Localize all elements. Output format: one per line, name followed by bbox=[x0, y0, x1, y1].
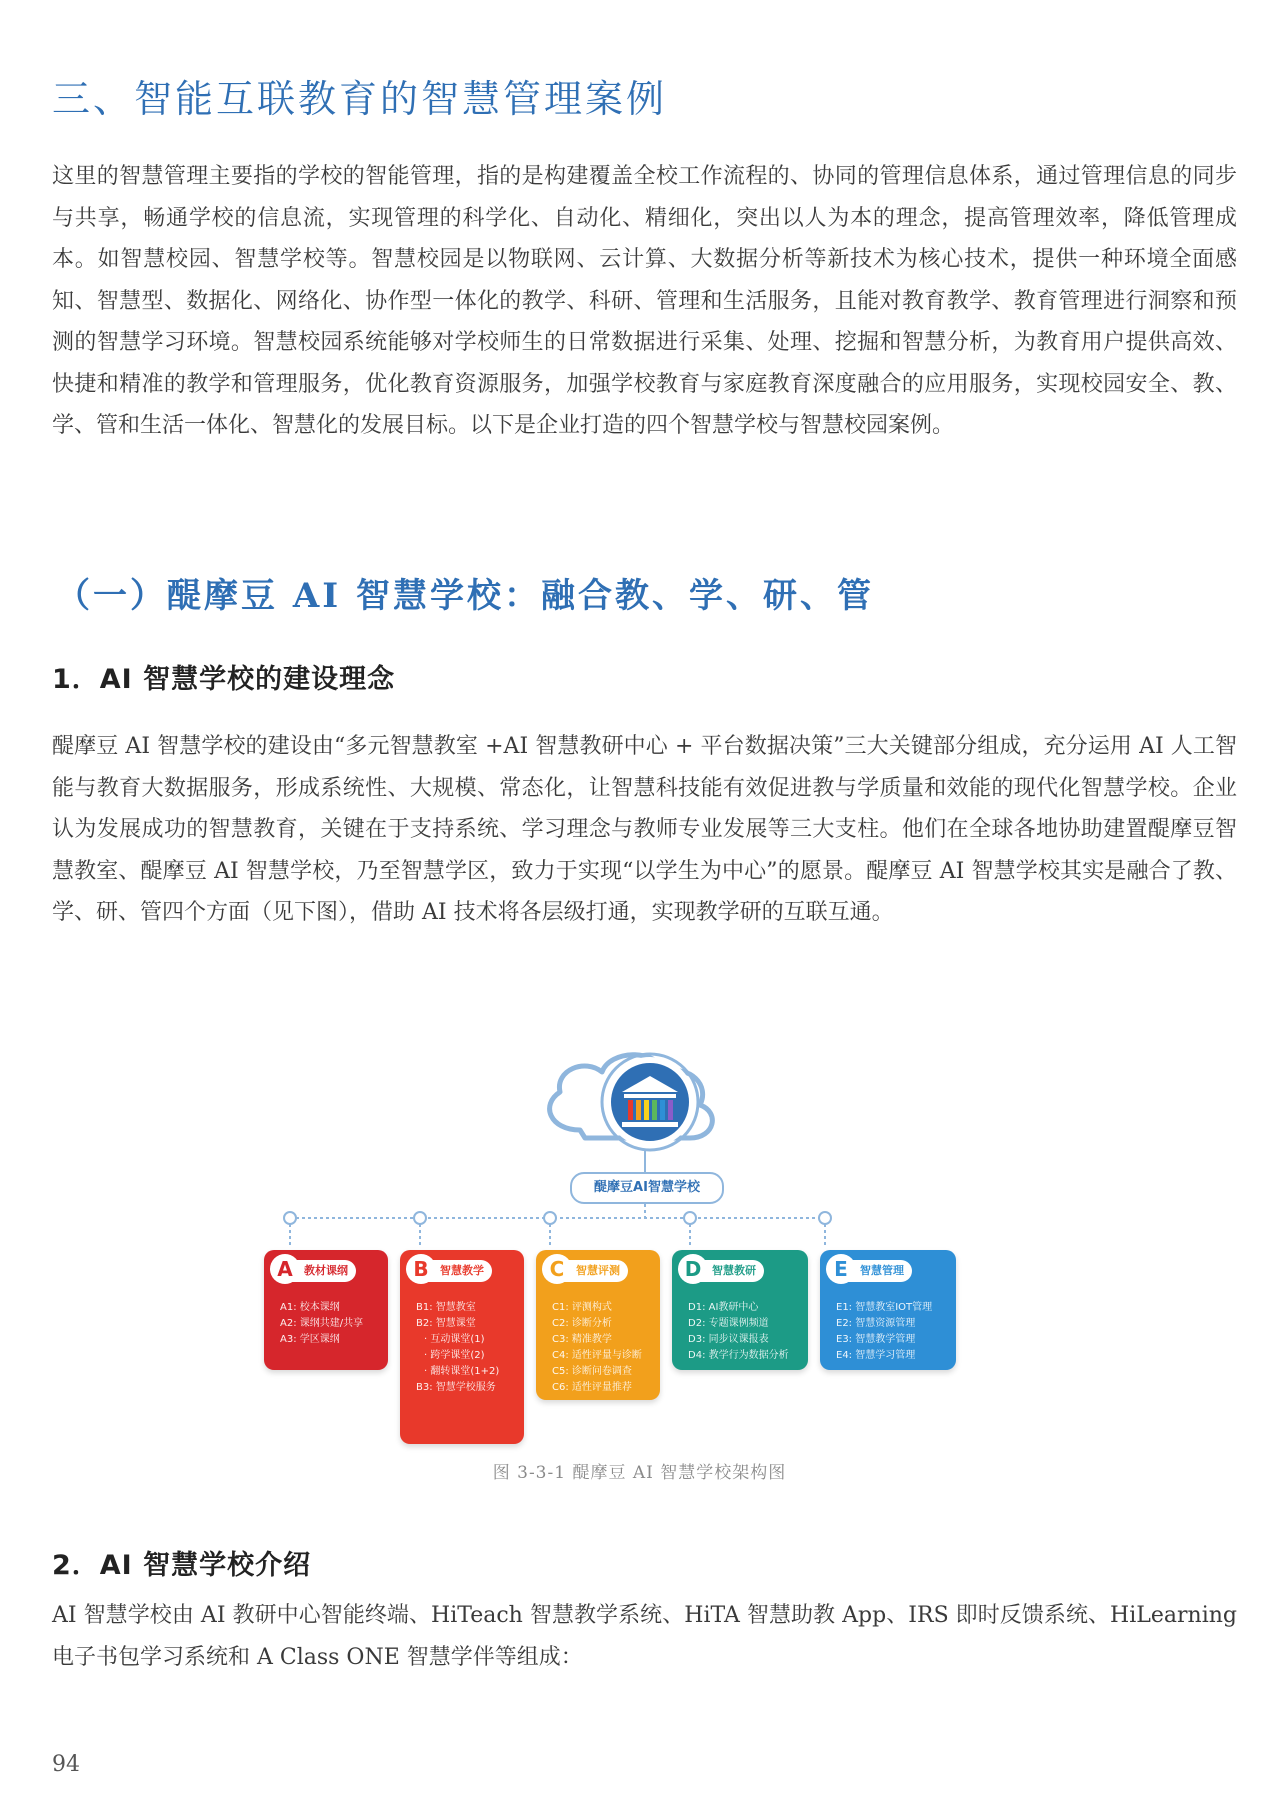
card-b-items bbox=[416, 1300, 516, 1396]
section-title: 三、智能互联教育的智慧管理案例 bbox=[52, 77, 668, 121]
card-d bbox=[672, 1250, 808, 1370]
heading-introduction: 2．AI 智慧学校介绍 bbox=[52, 1550, 312, 1581]
card-e bbox=[820, 1250, 956, 1370]
card-b-letter: B bbox=[406, 1254, 436, 1284]
list-item: D4: 教学行为数据分析 bbox=[688, 1350, 789, 1361]
list-item: B2: 智慧课堂 bbox=[416, 1318, 476, 1329]
list-item: B1: 智慧教室 bbox=[416, 1302, 476, 1313]
card-c-letter: C bbox=[542, 1254, 572, 1284]
list-item: A3: 学区课纲 bbox=[280, 1334, 340, 1345]
card-c-badge bbox=[546, 1257, 628, 1282]
card-e-letter: E bbox=[826, 1254, 856, 1284]
list-item: B3: 智慧学校服务 bbox=[416, 1382, 496, 1393]
card-e-badge bbox=[830, 1257, 912, 1282]
card-c-items bbox=[552, 1300, 652, 1396]
card-d-items bbox=[688, 1300, 800, 1364]
card-c bbox=[536, 1250, 660, 1400]
card-a-title: 教材课纲 bbox=[304, 1264, 348, 1277]
card-b bbox=[400, 1250, 524, 1444]
list-item: C4: 适性评量与诊断 bbox=[552, 1350, 642, 1361]
card-a-items bbox=[280, 1300, 380, 1348]
architecture-figure bbox=[250, 1050, 1050, 1450]
list-item: E3: 智慧教学管理 bbox=[836, 1334, 916, 1345]
card-a-letter: A bbox=[270, 1254, 300, 1284]
card-d-title: 智慧教研 bbox=[712, 1264, 756, 1277]
introduction-paragraph: AI 智慧学校由 AI 教研中心智能终端、HiTeach 智慧教学系统、HiTA 智慧助教 App、IRS 即时反馈系统、HiLearning 电子书包学习系统和 A Class ONE 智慧学伴等组成： bbox=[52, 1603, 1237, 1670]
list-item: C1: 评测构式 bbox=[552, 1302, 612, 1313]
list-item: C6: 适性评量推荐 bbox=[552, 1382, 632, 1393]
list-item: E1: 智慧教室IOT管理 bbox=[836, 1302, 933, 1313]
list-item: · 跨学课堂(2) bbox=[424, 1350, 485, 1361]
card-d-badge bbox=[682, 1257, 764, 1282]
list-item: D2: 专题课例频道 bbox=[688, 1318, 769, 1329]
list-item: E4: 智慧学习管理 bbox=[836, 1350, 916, 1361]
list-item: · 互动课堂(1) bbox=[424, 1334, 485, 1345]
card-a bbox=[264, 1250, 388, 1370]
heading-construction-concept: 1．AI 智慧学校的建设理念 bbox=[52, 664, 396, 695]
list-item: · 翻转课堂(1+2) bbox=[424, 1366, 500, 1377]
list-item: D3: 同步议课报表 bbox=[688, 1334, 769, 1345]
figure-caption: 图 3-3-1 醍摩豆 AI 智慧学校架构图 bbox=[492, 1463, 787, 1483]
list-item: C2: 诊断分析 bbox=[552, 1318, 612, 1329]
list-item: C5: 诊断问卷调查 bbox=[552, 1366, 632, 1377]
card-e-title: 智慧管理 bbox=[860, 1264, 904, 1277]
card-c-title: 智慧评测 bbox=[576, 1264, 620, 1277]
page-number: 94 bbox=[52, 1752, 80, 1777]
card-b-badge bbox=[410, 1257, 492, 1282]
subsection-title: （一）醍摩豆 AI 智慧学校：融合教、学、研、管 bbox=[56, 576, 874, 616]
center-label: 醍摩豆AI智慧学校 bbox=[570, 1172, 724, 1204]
intro-paragraph: 这里的智慧管理主要指的学校的智能管理，指的是构建覆盖全校工作流程的、协同的管理信息体系，通过管理信息的同步与共享，畅通学校的信息流，实现管理的科学化、自动化、精细化，突出以人为本的理念，提高管理效率，降低管理成本。如智慧校园、智慧学校等。智慧校园是以物联网、云计算、大数据分析等新技术为核心技术，提供一种环境全面感知、智慧型、数据化、网络化、协作型一体化的教学、科研、管理和生活服务，且能对教育教学、教育管理进行洞察和预测的智慧学习环境。智慧校园系统能够对学校师生的日常数据进行采集、处理、挖掘和智慧分析，为教育用户提供高效、快捷和精准的教学和管理服务，优化教育资源服务，加强学校教育与家庭教育深度融合的应用服务，实现校园安全、教、学、管和生活一体化、智慧化的发展目标。以下是企业打造的四个智慧学校与智慧校园案例。 bbox=[52, 164, 1237, 438]
card-e-items bbox=[836, 1300, 948, 1364]
card-d-letter: D bbox=[678, 1254, 708, 1284]
list-item: E2: 智慧资源管理 bbox=[836, 1318, 916, 1329]
card-a-badge bbox=[274, 1257, 356, 1282]
list-item: C3: 精准教学 bbox=[552, 1334, 612, 1345]
list-item: D1: AI教研中心 bbox=[688, 1302, 759, 1313]
list-item: A2: 课纲共建/共享 bbox=[280, 1318, 364, 1329]
list-item: A1: 校本课纲 bbox=[280, 1302, 340, 1313]
construction-concept-paragraph: 醍摩豆 AI 智慧学校的建设由“多元智慧教室 +AI 智慧教研中心 + 平台数据决策”三大关键部分组成，充分运用 AI 人工智能与教育大数据服务，形成系统性、大规模、常态化，让智慧科技能有效促进教与学质量和效能的现代化智慧学校。企业认为发展成功的智慧教育，关键在于支持系统、学习理念与教师专业发展等三大支柱。他们在全球各地协助建置醍摩豆智慧教室、醍摩豆 AI 智慧学校，乃至智慧学区，致力于实现“以学生为中心”的愿景。醍摩豆 AI 智慧学校其实是融合了教、学、研、管四个方面（见下图），借助 AI 技术将各层级打通，实现教学研的互联互通。 bbox=[52, 734, 1237, 925]
card-b-title: 智慧教学 bbox=[440, 1264, 484, 1277]
cloud-school-icon bbox=[550, 1054, 713, 1150]
